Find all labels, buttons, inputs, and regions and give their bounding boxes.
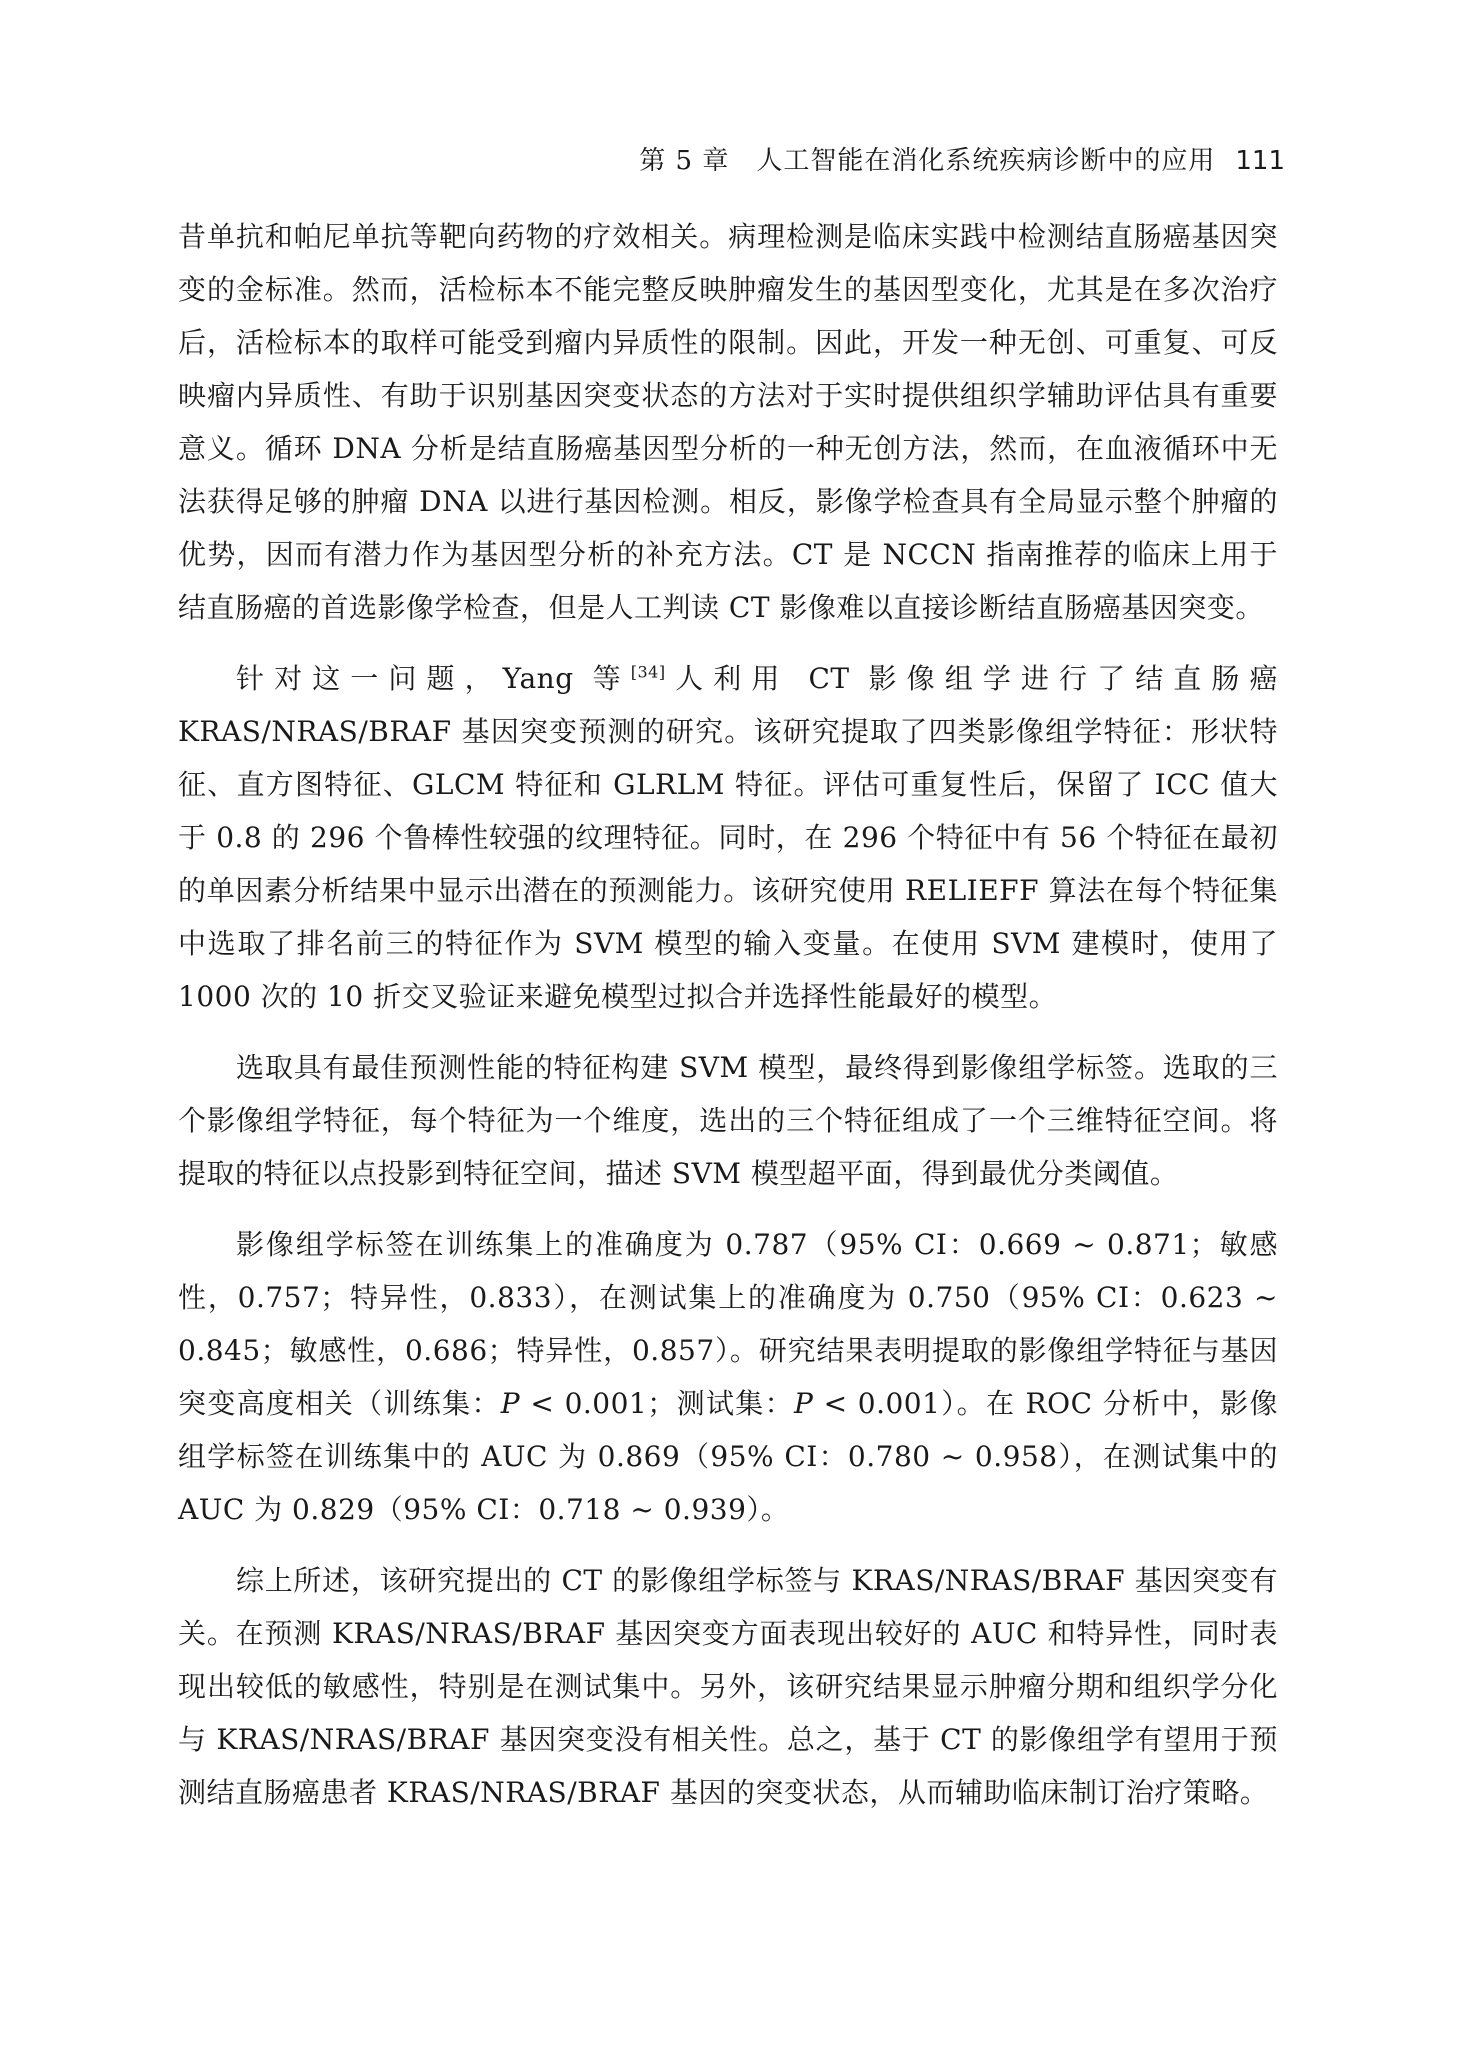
chapter-title: 第 5 章 人工智能在消化系统疾病诊断中的应用 <box>639 146 1216 176</box>
paragraph-4-part-3: < 0.001）。在 ROC 分析中，影像组学标签在训练集中的 AUC 为 0.869（95% CI：0.780 ~ 0.958），在测试集中的 AUC 为 0.829（95% CI：0.718 ~ 0.939）。 <box>178 1387 1278 1526</box>
body-text <box>178 210 1278 1837</box>
paragraph-1: 昔单抗和帕尼单抗等靶向药物的疗效相关。病理检测是临床实践中检测结直肠癌基因突变的金标准。然而，活检标本不能完整反映肿瘤发生的基因型变化，尤其是在多次治疗后，活检标本的取样可能受到瘤内异质性的限制。因此，开发一种无创、可重复、可反映瘤内异质性、有助于识别基因突变状态的方法对于实时提供组织学辅助评估具有重要意义。循环 DNA 分析是结直肠癌基因型分析的一种无创方法，然而，在血液循环中无法获得足够的肿瘤 DNA 以进行基因检测。相反，影像学检查具有全局显示整个肿瘤的优势，因而有潜力作为基因型分析的补充方法。CT 是 NCCN 指南推荐的临床上用于结直肠癌的首选影像学检查，但是人工判读 CT 影像难以直接诊断结直肠癌基因突变。 <box>178 220 1278 624</box>
paragraph-4-part-2: < 0.001；测试集： <box>520 1387 794 1420</box>
p-value-symbol: P <box>500 1387 521 1420</box>
page-number: 111 <box>1235 146 1285 176</box>
paragraph-5: 综上所述，该研究提出的 CT 的影像组学标签与 KRAS/NRAS/BRAF 基因突变有关。在预测 KRAS/NRAS/BRAF 基因突变方面表现出较好的 AUC 和特异性，同时表现出较低的敏感性，特别是在测试集中。另外，该研究结果显示肿瘤分期和组织学分化与 KRAS/NRAS/BRAF 基因突变没有相关性。总之，基于 CT 的影像组学有望用于预测结直肠癌患者 KRAS/NRAS/BRAF 基因的突变状态，从而辅助临床制订治疗策略。 <box>178 1564 1278 1809</box>
paragraph-2-lead: 针对这一问题，Yang 等 <box>236 662 631 695</box>
paragraph-2-body: 人利用 CT 影像组学进行了结直肠癌 KRAS/NRAS/BRAF 基因突变预测的研究。该研究提取了四类影像组学特征：形状特征、直方图特征、GLCM 特征和 GLRLM 特征。评估可重复性后，保留了 ICC 值大于 0.8 的 296 个鲁棒性较强的纹理特征。同时，在 296 个特征中有 56 个特征在最初的单因素分析结果中显示出潜在的预测能力。该研究使用 RELIEFF 算法在每个特征集中选取了排名前三的特征作为 SVM 模型的输入变量。在使用 SVM 建模时，使用了 1000 次的 10 折交叉验证来避免模型过拟合并选择性能最好的模型。 <box>178 662 1278 1013</box>
paragraph-4 <box>178 1218 1278 1536</box>
paragraph-4-part-1: 影像组学标签在训练集上的准确度为 0.787（95% CI：0.669 ~ 0.871；敏感性，0.757；特异性，0.833），在测试集上的准确度为 0.750（95% CI：0.623 ~ 0.845；敏感性，0.686；特异性，0.857）。研究结果表明提取的影像组学特征与基因突变高度相关（训练集： <box>178 1228 1278 1420</box>
running-header <box>639 140 1285 177</box>
p-value-symbol: P <box>793 1387 814 1420</box>
citation-reference: [34] <box>630 662 666 682</box>
paragraph-3: 选取具有最佳预测性能的特征构建 SVM 模型，最终得到影像组学标签。选取的三个影像组学特征，每个特征为一个维度，选出的三个特征组成了一个三维特征空间。将提取的特征以点投影到特征空间，描述 SVM 模型超平面，得到最优分类阈值。 <box>178 1051 1278 1190</box>
paragraph-2 <box>178 652 1278 1023</box>
